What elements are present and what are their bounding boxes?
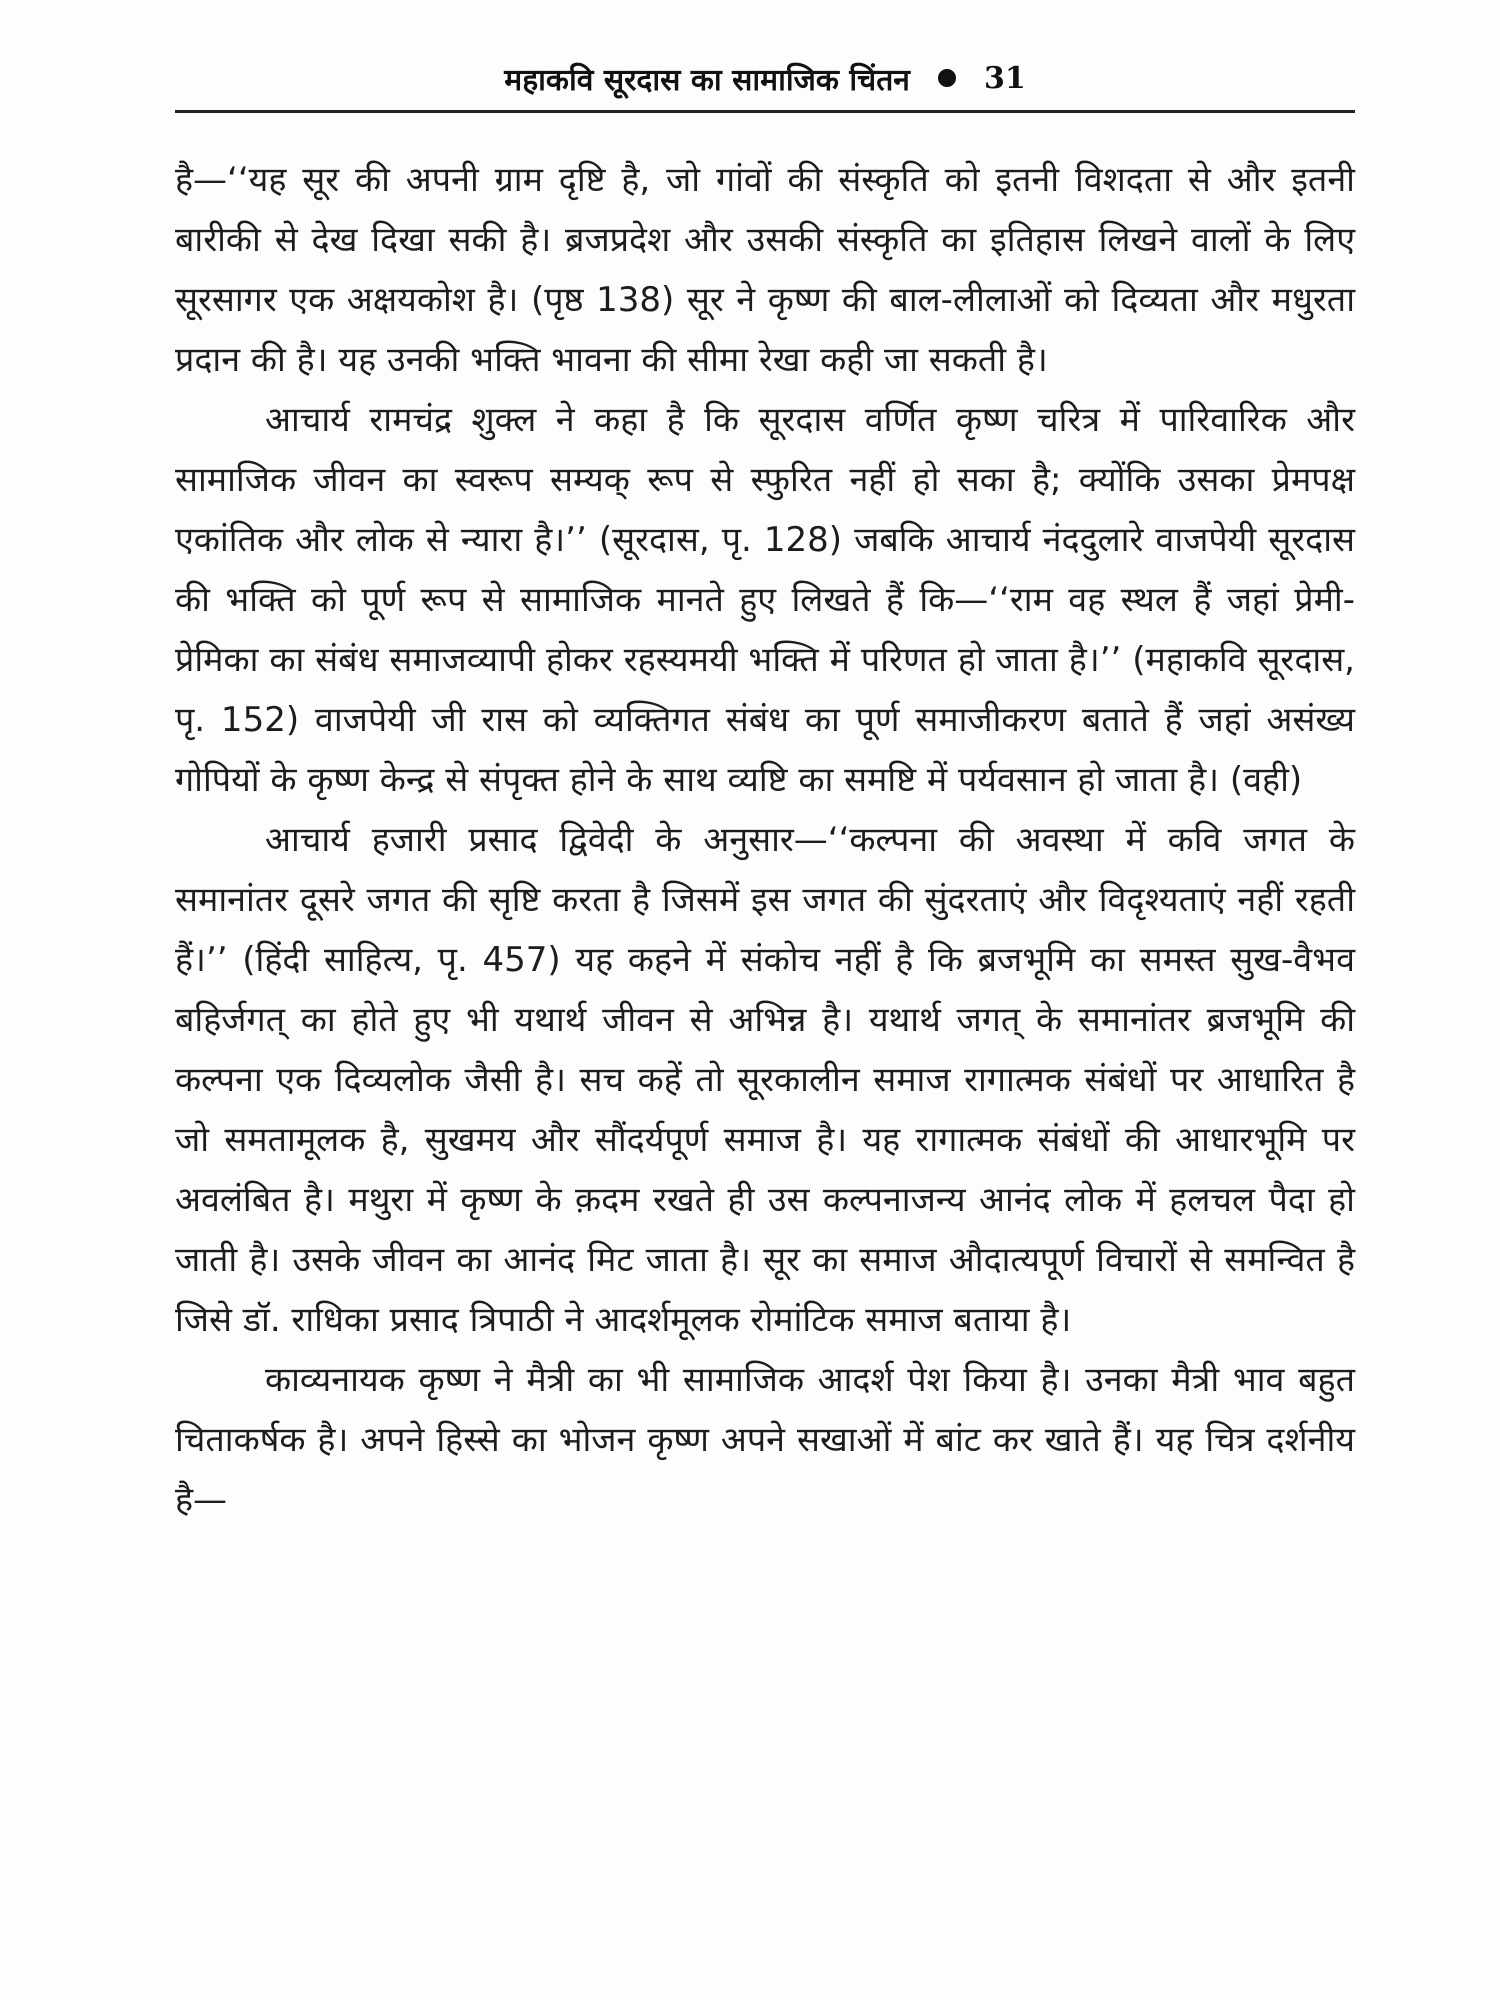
body-text — [175, 150, 1355, 1530]
paragraph-4: काव्यनायक कृष्ण ने मैत्री का भी सामाजिक आदर्श पेश किया है। उनका मैत्री भाव बहुत चिताकर्षक है। अपने हिस्से का भोजन कृष्ण अपने सखाओं में बांट कर खाते हैं। यह चित्र दर्शनीय है— — [175, 1360, 1355, 1520]
paragraph-3: आचार्य हजारी प्रसाद द्विवेदी के अनुसार—‘‘कल्पना की अवस्था में कवि जगत के समानांतर दूसरे जगत की सृष्टि करता है जिसमें इस जगत की सुंदरताएं और विदृश्यताएं नहीं रहती हैं।’’ (हिंदी साहित्य, पृ. 457) यह कहने में संकोच नहीं है कि ब्रजभूमि का समस्त सुख-वैभव बहिर्जगत् का होते हुए भी यथार्थ जीवन से अभिन्न है। यथार्थ जगत् के समानांतर ब्रजभूमि की कल्पना एक दिव्यलोक जैसी है। सच कहें तो सूरकालीन समाज रागात्मक संबंधों पर आधारित है जो समतामूलक है, सुखमय और सौंदर्यपूर्ण समाज है। यह रागात्मक संबंधों की आधारभूमि पर अवलंबित है। मथुरा में कृष्ण के क़दम रखते ही उस कल्पनाजन्य आनंद लोक में हलचल पैदा हो जाती है। उसके जीवन का आनंद मिट जाता है। सूर का समाज औदात्यपूर्ण विचारों से समन्वित है जिसे डॉ. राधिका प्रसाद त्रिपाठी ने आदर्शमूलक रोमांटिक समाज बताया है। — [175, 820, 1355, 1340]
paragraph-1: है—‘‘यह सूर की अपनी ग्राम दृष्टि है, जो गांवों की संस्कृति को इतनी विशदता से और इतनी बारीकी से देख दिखा सकी है। ब्रजप्रदेश और उसकी संस्कृति का इतिहास लिखने वालों के लिए सूरसागर एक अक्षयकोश है। (पृष्ठ 138) सूर ने कृष्ण की बाल-लीलाओं को दिव्यता और मधुरता प्रदान की है। यह उनकी भक्ति भावना की सीमा रेखा कही जा सकती है। — [175, 160, 1355, 380]
bullet-icon — [938, 69, 956, 87]
paragraph-2: आचार्य रामचंद्र शुक्ल ने कहा है कि सूरदास वर्णित कृष्ण चरित्र में पारिवारिक और सामाजिक जीवन का स्वरूप सम्यक् रूप से स्फुरित नहीं हो सका है; क्योंकि उसका प्रेमपक्ष एकांतिक और लोक से न्यारा है।’’ (सूरदास, पृ. 128) जबकि आचार्य नंददुलारे वाजपेयी सूरदास की भक्ति को पूर्ण रूप से सामाजिक मानते हुए लिखते हैं कि—‘‘राम वह स्थल हैं जहां प्रेमी-प्रेमिका का संबंध समाजव्यापी होकर रहस्यमयी भक्ति में परिणत हो जाता है।’’ (महाकवि सूरदास, पृ. 152) वाजपेयी जी रास को व्यक्तिगत संबंध का पूर्ण समाजीकरण बताते हैं जहां असंख्य गोपियों के कृष्ण केन्द्र से संपृक्त होने के साथ व्यष्टि का समष्टि में पर्यवसान हो जाता है। (वही) — [175, 400, 1355, 800]
running-header-title: महाकवि सूरदास का सामाजिक चिंतन — [504, 62, 910, 98]
running-header — [175, 48, 1355, 108]
header-rule — [175, 110, 1355, 113]
page-number: 31 — [983, 60, 1026, 96]
